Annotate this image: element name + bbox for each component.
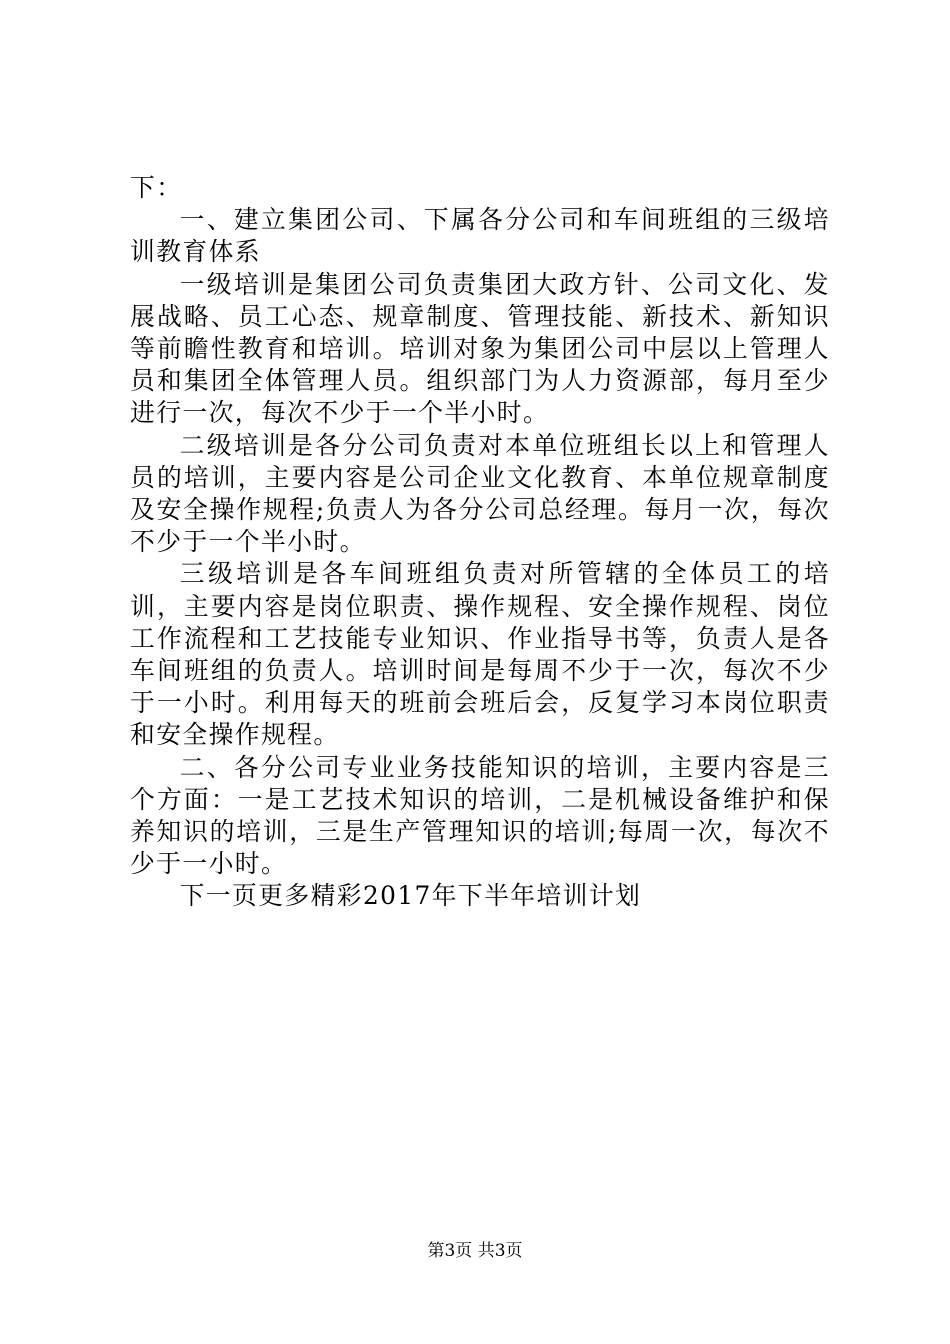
page-footer: [0, 1240, 950, 1262]
page-number: 第3页 共3页: [427, 1241, 523, 1261]
paragraph-section-one-heading: 一、建立集团公司、下属各分公司和车间班组的三级培训教育体系: [130, 205, 830, 267]
paragraph-level-three-training: 三级培训是各车间班组负责对所管辖的全体员工的培训，主要内容是岗位职责、操作规程、安全操作规程、岗位工作流程和工艺技能专业知识、作业指导书等，负责人是各车间班组的负责人。培训时间是每周不少于一次，每次不少于一小时。利用每天的班前会班后会，反复学习本岗位职责和安全操作规程。: [130, 559, 830, 750]
document-body: [130, 172, 830, 913]
paragraph-continuation: 下：: [130, 173, 183, 202]
paragraph-section-two: 二、各分公司专业业务技能知识的培训，主要内容是三个方面：一是工艺技术知识的培训，二是机械设备维护和保养知识的培训，三是生产管理知识的培训;每周一次，每次不少于一小时。: [130, 752, 830, 879]
paragraph-level-one-training: 一级培训是集团公司负责集团大政方针、公司文化、发展战略、员工心态、规章制度、管理技能、新技术、新知识等前瞻性教育和培训。培训对象为集团公司中层以上管理人员和集团全体管理人员。组织部门为人力资源部，每月至少进行一次，每次不少于一个半小时。: [130, 269, 830, 428]
paragraph-next-page-link[interactable]: 下一页更多精彩2017年下半年培训计划: [179, 881, 642, 911]
paragraph-level-two-training: 二级培训是各分公司负责对本单位班组长以上和管理人员的培训，主要内容是公司企业文化教育、本单位规章制度及安全操作规程;负责人为各分公司总经理。每月一次，每次不少于一个半小时。: [130, 430, 830, 557]
